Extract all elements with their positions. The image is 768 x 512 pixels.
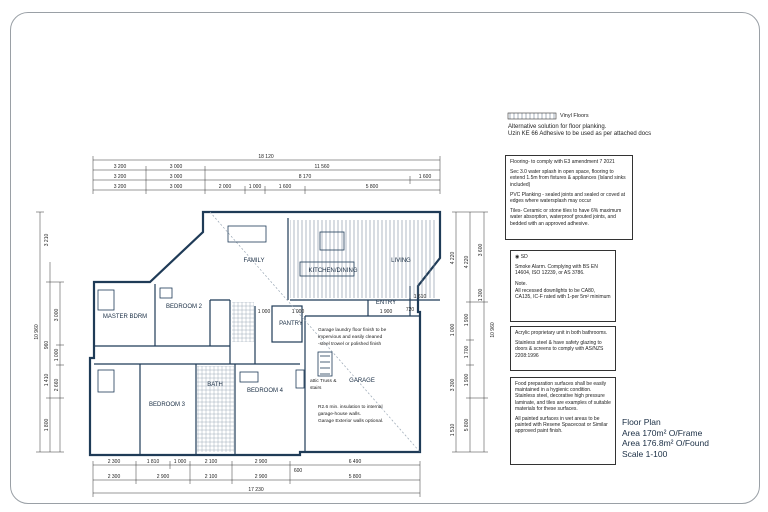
dim-text: 1 610 — [413, 294, 427, 300]
acrylic-unit-note — [510, 326, 616, 371]
smoke-alarm-note — [510, 250, 616, 322]
dim-text: 3 000 — [169, 184, 183, 190]
garage-laundry-note: Garage laundry floor finish to be — [318, 328, 387, 333]
dim-text: 1 900 — [464, 313, 470, 327]
dim-text: 3 000 — [54, 308, 60, 322]
dim-text: 1 000 — [291, 309, 305, 315]
top-dimensions — [93, 156, 440, 194]
attic-note: stairs — [310, 386, 322, 391]
acrylic-note-line: Stainless steel & have safety glazing to doors & screens to comply with AS/NZS 2208:1996 — [515, 340, 604, 359]
room-family: FAMILY — [243, 258, 265, 264]
dim-text: 3 300 — [450, 378, 456, 392]
dim-text: 1 000 — [173, 459, 187, 465]
plan-title: Floor Plan — [622, 417, 661, 427]
dim-text: 3 200 — [113, 164, 127, 170]
dim-text: 1 700 — [464, 345, 470, 359]
attic-note: attic Truss & — [310, 379, 337, 384]
dim-text: 11 560 — [314, 164, 330, 170]
dim-text: 3 210 — [44, 233, 50, 247]
food-note-line: All painted surfaces in wet areas to be painted with Resene Spacecoat or Similar approved paint finish. — [515, 416, 608, 435]
dim-text: 4 220 — [450, 251, 456, 265]
dim-text: 1 900 — [464, 373, 470, 387]
dim-text: 1 410 — [44, 373, 50, 387]
dim-text: 4 220 — [464, 255, 470, 269]
acrylic-note-line: Acrylic proprietary unit in both bathrooms. — [515, 330, 608, 336]
dim-text: 600 — [293, 468, 303, 474]
dim-text: 6 490 — [348, 459, 362, 465]
alt-solution-line-2: Uzin KE 66 Adhesive to be used as per attached docs — [508, 131, 652, 137]
dim-text: 960 — [44, 340, 50, 350]
smoke-note-line: Note. — [515, 280, 527, 287]
dim-text: 2 300 — [107, 474, 121, 480]
dim-text: 2 900 — [254, 459, 268, 465]
room-bedroom-3: BEDROOM 3 — [148, 402, 186, 408]
dim-text: 3 200 — [113, 174, 127, 180]
dim-text: 3 600 — [478, 243, 484, 257]
dim-text: 2 100 — [204, 474, 218, 480]
dim-text: 5 800 — [464, 418, 470, 432]
food-prep-note — [510, 377, 616, 465]
room-bath: BATH — [207, 382, 223, 388]
dim-text: 2 300 — [107, 459, 121, 465]
dim-text: 1 000 — [450, 323, 456, 337]
area-frame: Area 170m² O/Frame — [622, 427, 703, 438]
flooring-note-line: PVC Planking - sealed joints and sealed or coved at edges where watersplash may occur — [510, 191, 626, 205]
dim-text: 2 660 — [54, 378, 60, 392]
smoke-detector-code: SD — [520, 254, 528, 260]
dim-text: 8 170 — [298, 174, 312, 180]
garage-laundry-note: impervious and easily cleaned — [318, 335, 383, 340]
room-living: LIVING — [391, 258, 411, 264]
flooring-note-line: Sec 3.0 water splash in open space, flooring to extend 1.5m from fixtures & appliances (Island sinks included) — [510, 169, 626, 188]
dim-right-outer: 10 960 — [490, 322, 496, 338]
vinyl-legend-label: Vinyl Floors — [560, 113, 589, 119]
plan-scale: Scale 1-100 — [622, 448, 668, 459]
flooring-note — [505, 155, 633, 240]
dim-text: 2 900 — [254, 474, 268, 480]
alt-solution-line-1: Alternative solution for floor planking. — [508, 124, 607, 130]
insulation-note: Garage Exterior walls optional. — [318, 419, 384, 424]
flooring-note-line: Flooring- to comply with E3 amendment 7 2021 — [510, 159, 615, 165]
dim-text: 1 600 — [418, 174, 432, 180]
dim-top-overall: 18 120 — [258, 154, 274, 160]
dim-text: 1 800 — [44, 418, 50, 432]
smoke-note-line: Smoke Alarm. Complying with BS EN 14604, ISO 12239, or AS 3786. — [515, 264, 598, 277]
dim-text: 3 000 — [169, 164, 183, 170]
dim-text: 1 900 — [379, 309, 393, 315]
dim-text: 3 000 — [169, 174, 183, 180]
dim-text: 1 600 — [278, 184, 292, 190]
dim-text: 2 000 — [218, 184, 232, 190]
room-master-bedroom: MASTER BDRM — [102, 314, 148, 320]
food-note-line: Food preparation surfaces shall be easily maintained in a hygienic condition. Stainless steel, decorative high pressure laminate, and tiles are examples of suitable materials for these surfaces. — [515, 381, 611, 412]
left-dimensions — [36, 212, 64, 452]
room-bedroom-4: BEDROOM 4 — [246, 388, 284, 394]
dim-text: 720 — [405, 307, 415, 313]
dim-text: 5 800 — [348, 474, 362, 480]
room-bedroom-2: BEDROOM 2 — [165, 304, 203, 310]
hall-floor-tiles — [232, 302, 254, 342]
dim-text: 1 300 — [478, 288, 484, 302]
room-entry: ENTRY — [375, 300, 397, 306]
insulation-note: R2.6 min. insulation to internal — [318, 405, 383, 410]
dim-left-outer: 10 960 — [34, 324, 40, 340]
smoke-detector-icon: ◉ — [515, 254, 520, 260]
dim-text: 1 000 — [257, 309, 271, 315]
dim-text: 1 000 — [54, 348, 60, 362]
vinyl-legend-swatch — [508, 113, 556, 119]
area-foundation: Area 176.8m² O/Found — [622, 438, 709, 448]
garage-laundry-note: -steel trowel or polished finish — [318, 342, 382, 347]
flooring-note-line: Tiles- Ceramic or stone tiles to have 6% maximum water absorption, waterproof grouted joints, and bedded with an approved adhesive. — [510, 208, 622, 227]
title-block — [622, 417, 709, 459]
dim-text: 1 000 — [248, 184, 262, 190]
room-garage: GARAGE — [349, 378, 375, 384]
smoke-detector-symbol — [515, 254, 611, 260]
dim-text: 5 800 — [365, 184, 379, 190]
dim-text: 2 100 — [204, 459, 218, 465]
dim-text: 3 200 — [113, 184, 127, 190]
dim-text: 1 510 — [450, 423, 456, 437]
room-kitchen-dining: KITCHEN/DINING — [308, 268, 358, 274]
smoke-note-line: All recessed downlights to be CA80, CA135, IC-F rated with 1-per 5m² minimum — [515, 287, 611, 301]
dim-text: 2 900 — [156, 474, 170, 480]
dim-text: 1 810 — [146, 459, 160, 465]
insulation-note: garage-house walls. — [318, 412, 361, 417]
living-floor-vinyl — [290, 220, 436, 298]
bath-floor-tiles — [197, 366, 234, 452]
room-pantry: PANTRY — [279, 321, 303, 327]
dim-bottom-overall: 17 230 — [248, 487, 264, 493]
